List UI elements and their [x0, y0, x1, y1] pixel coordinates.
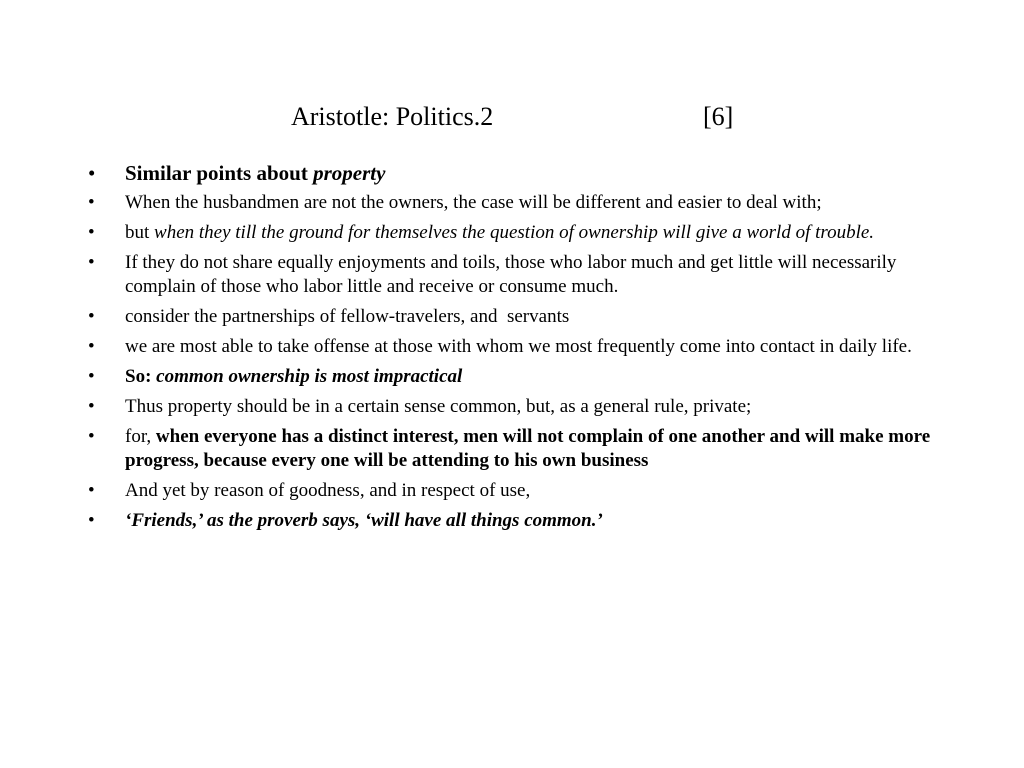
bullet-emphasis: when everyone has a distinct interest, men will not complain of one another and will make more progress, because every one will be attending to his own business: [125, 426, 931, 471]
bullet-text: [125, 159, 948, 187]
bullet-item-property-heading: [88, 159, 948, 187]
bullet-marker: •: [88, 252, 95, 273]
bullet-marker: •: [88, 480, 95, 501]
bullet-marker: •: [88, 396, 95, 417]
bullet-item-offense: [88, 335, 948, 359]
bullet-item-goodness: [88, 479, 948, 503]
bullet-marker: •: [88, 366, 95, 387]
bullet-text: [125, 365, 948, 389]
bullet-emphasis: when they till the ground for themselves the question of ownership will give a world of trouble.: [154, 222, 875, 243]
bullet-text: [125, 425, 948, 473]
bullet-text: Thus property should be in a certain sense common, but, as a general rule, private;: [125, 396, 752, 417]
bullet-item-proverb: [88, 509, 948, 533]
bullet-marker: •: [88, 222, 95, 243]
slide-number: [6]: [703, 102, 734, 131]
bullet-emphasis: property: [313, 161, 386, 185]
bullet-marker: •: [88, 192, 95, 213]
bullet-item-husbandmen: [88, 191, 948, 215]
bullet-item-distinct-interest: [88, 425, 948, 473]
bullet-lead: but: [125, 222, 155, 243]
bullet-text: If they do not share equally enjoyments and toils, those who labor much and get little will necessarily complain of those who labor little and receive or consume much.: [125, 252, 897, 297]
bullet-lead: Similar points about: [125, 161, 314, 185]
bullet-lead: for,: [125, 426, 156, 447]
bullet-marker: •: [88, 510, 95, 531]
slide-title: Aristotle: Politics.2: [291, 102, 494, 131]
bullet-text: When the husbandmen are not the owners, the case will be different and easier to deal with;: [125, 192, 822, 213]
bullet-text: consider the partnerships of fellow-travelers, and servants: [125, 306, 570, 327]
bullet-emphasis: common ownership is most impractical: [156, 366, 463, 387]
bullet-text: ‘Friends,’ as the proverb says, ‘will have all things common.’: [125, 510, 603, 531]
bullet-marker: •: [88, 426, 95, 447]
bullet-text: [125, 221, 948, 245]
bullet-item-world-of-trouble: [88, 221, 948, 245]
bullet-item-enjoyments-and-toils: [88, 251, 948, 299]
bullet-item-common-private: [88, 395, 948, 419]
bullet-item-impractical: [88, 365, 948, 389]
bullet-marker: •: [88, 306, 95, 327]
bullet-item-partnerships: [88, 305, 948, 329]
bullet-text: we are most able to take offense at those with whom we most frequently come into contact in daily life.: [125, 336, 912, 357]
bullet-marker: •: [88, 336, 95, 357]
bullet-lead: So:: [125, 366, 157, 387]
bullet-text: And yet by reason of goodness, and in respect of use,: [125, 480, 531, 501]
bullet-marker: •: [88, 161, 96, 185]
bullet-list: [88, 159, 948, 539]
